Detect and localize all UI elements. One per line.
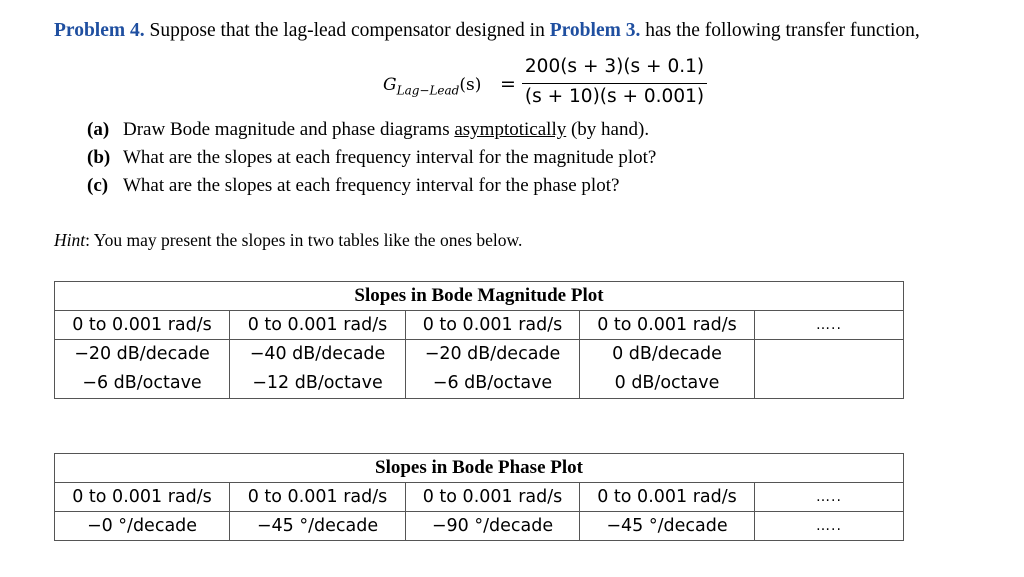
slope-decade: −20 dB/decade: [74, 344, 210, 364]
question-a-label: (a): [87, 119, 110, 140]
slope-cell: [580, 340, 755, 399]
interval-cell: 0 to 0.001 rad/s: [230, 483, 406, 512]
question-c-text: What are the slopes at each frequency interval for the phase plot?: [123, 175, 620, 196]
phase-slope-cell-more: …..: [755, 512, 904, 541]
interval-cell: 0 to 0.001 rad/s: [406, 311, 580, 340]
lhs-subscript: Lag−Lead: [396, 83, 460, 98]
question-c: [87, 175, 619, 197]
interval-cell: 0 to 0.001 rad/s: [406, 483, 580, 512]
problem-text-2: has the following transfer function,: [640, 20, 920, 41]
phase-slope-cell: −45 °/decade: [580, 512, 755, 541]
interval-cell: 0 to 0.001 rad/s: [580, 311, 755, 340]
interval-cell: 0 to 0.001 rad/s: [580, 483, 755, 512]
phase-slopes-table: [54, 453, 904, 541]
magnitude-slopes-table: [54, 281, 904, 399]
interval-cell: 0 to 0.001 rad/s: [55, 483, 230, 512]
table-row: [55, 340, 904, 399]
slope-cell: [406, 340, 580, 399]
slope-cell: [230, 340, 406, 399]
lhs-symbol: G: [383, 75, 397, 95]
question-a: [87, 119, 649, 141]
lhs-argument: (s): [459, 75, 482, 95]
interval-cell: 0 to 0.001 rad/s: [55, 311, 230, 340]
question-c-label: (c): [87, 175, 109, 196]
slope-decade: −20 dB/decade: [424, 344, 561, 364]
interval-cell-more: …..: [755, 311, 904, 340]
phase-slope-cell: −45 °/decade: [230, 512, 406, 541]
question-a-underlined: asymptotically: [454, 119, 567, 140]
transfer-function-lhs: [383, 75, 481, 97]
question-a-text-end: (by hand).: [566, 119, 650, 140]
problem-statement: [54, 20, 920, 42]
hint-label: Hint: [54, 230, 86, 250]
phase-slope-cell: −0 °/decade: [55, 512, 230, 541]
transfer-function-denominator: (s + 10)(s + 0.001): [524, 86, 705, 107]
fraction-bar: [522, 83, 707, 84]
interval-cell-more: …..: [755, 483, 904, 512]
interval-cell: 0 to 0.001 rad/s: [230, 311, 406, 340]
table-row: [55, 483, 904, 512]
slope-decade: −40 dB/decade: [249, 344, 386, 364]
slope-octave: −6 dB/octave: [82, 373, 202, 393]
question-a-text: Draw Bode magnitude and phase diagrams: [123, 119, 455, 140]
table-row: [55, 311, 904, 340]
question-b-label: (b): [87, 147, 111, 168]
hint-text: : You may present the slopes in two tables like the ones below.: [85, 230, 523, 250]
table-row: [55, 512, 904, 541]
equals-sign: =: [500, 73, 516, 95]
slope-cell: [55, 340, 230, 399]
slope-cell-empty: [755, 340, 904, 399]
slope-octave: −6 dB/octave: [432, 373, 553, 393]
slope-decade: 0 dB/decade: [612, 344, 722, 364]
problem-text-1: Suppose that the lag-lead compensator designed in: [144, 20, 550, 41]
phase-table-title: Slopes in Bode Phase Plot: [55, 454, 904, 483]
question-b-text: What are the slopes at each frequency interval for the magnitude plot?: [123, 147, 657, 168]
slope-octave: 0 dB/octave: [614, 373, 720, 393]
problem-reference: Problem 3.: [549, 20, 641, 41]
question-b: [87, 147, 656, 169]
magnitude-table-title: Slopes in Bode Magnitude Plot: [55, 282, 904, 311]
hint: [54, 230, 522, 251]
transfer-function-numerator: 200(s + 3)(s + 0.1): [524, 56, 705, 77]
problem-label: Problem 4.: [54, 20, 145, 41]
slope-octave: −12 dB/octave: [252, 373, 383, 393]
phase-slope-cell: −90 °/decade: [406, 512, 580, 541]
